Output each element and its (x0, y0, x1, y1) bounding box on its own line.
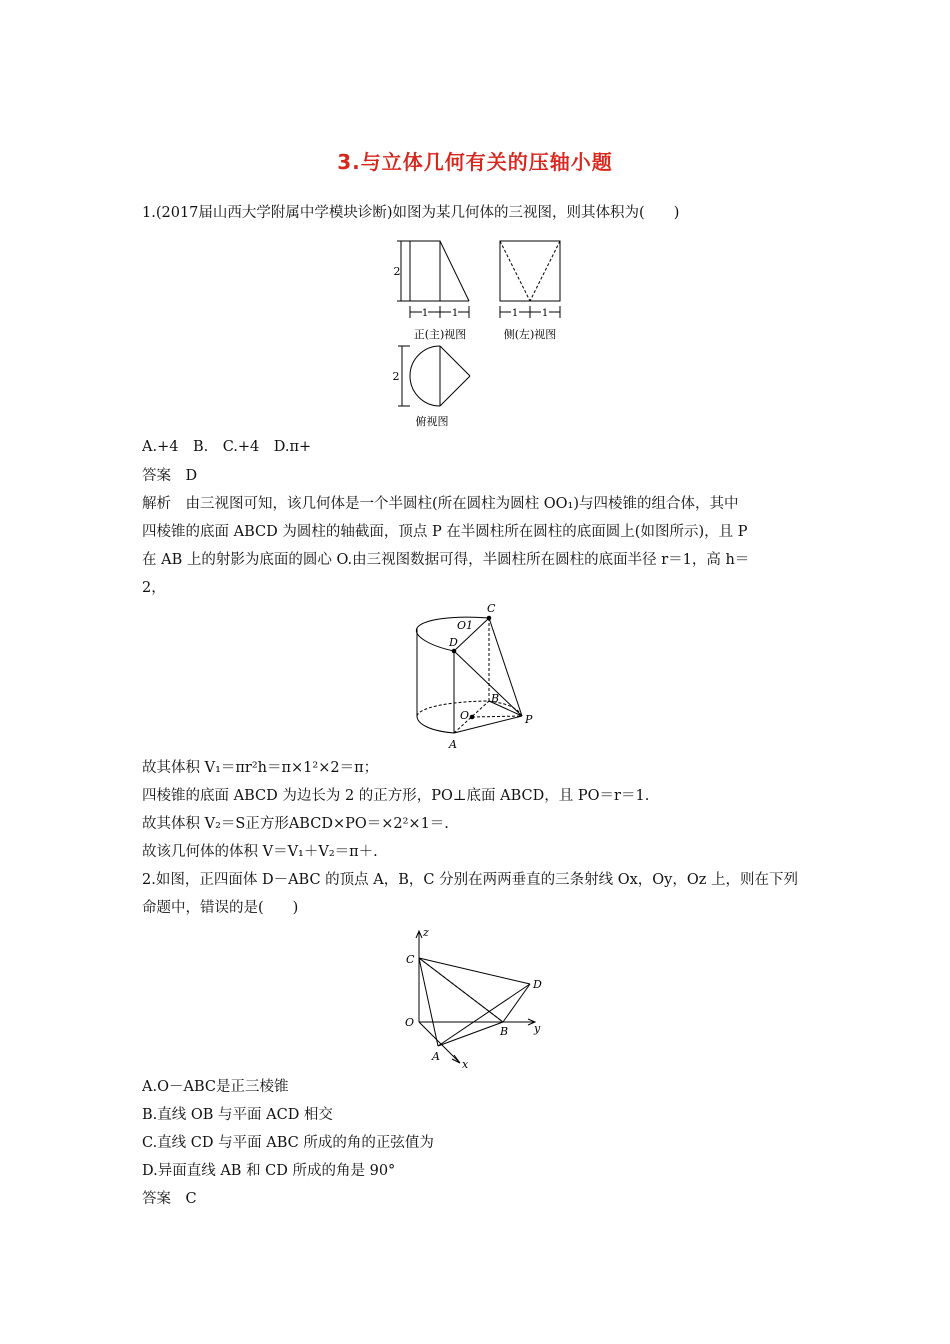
label-O1: O1 (457, 619, 474, 632)
q1-calc-line-3: 故其体积 V₂＝S正方形ABCD×PO＝×2²×1＝. (142, 816, 449, 832)
top-view-label: 俯视图 (415, 415, 449, 428)
side-dim-1a: 1 (511, 308, 519, 319)
label-D: D (533, 978, 542, 991)
q2-answer: 答案 C (142, 1191, 197, 1207)
q2-option-d: D.异面直线 AB 和 CD 所成的角是 90° (142, 1163, 396, 1179)
label-P: P (525, 713, 533, 726)
q1-analysis-line-1: 解析 由三视图可知，该几何体是一个半圆柱(所在圆柱为圆柱 OO₁)与四棱锥的组合体，其中 (142, 496, 739, 512)
three-view-svg (380, 232, 580, 432)
q2-stem-line-1: 2.如图，正四面体 D－ABC 的顶点 A，B，C 分别在两两垂直的三条射线 Ox，Oy，Oz 上，则在下列 (142, 872, 798, 888)
q1-calc-line-1: 故其体积 V₁＝πr²h＝π×1²×2＝π； (142, 760, 379, 776)
label-O: O (460, 709, 470, 722)
tetrahedron-svg (400, 922, 560, 1072)
q1-calc-line-2: 四棱锥的底面 ABCD 为边长为 2 的正方形，PO⊥底面 ABCD，且 PO＝r＝1. (142, 788, 650, 804)
label-D: D (449, 636, 458, 649)
front-dim-1b: 1 (451, 308, 459, 319)
solid-drawing (416, 617, 522, 733)
top-view-drawing (398, 346, 470, 406)
front-view-label: 正(主)视图 (413, 328, 467, 341)
tetrahedron-drawing (416, 931, 535, 1063)
point-C (487, 616, 492, 621)
q2-tetrahedron-figure (400, 922, 560, 1076)
label-B: B (491, 692, 500, 705)
axis-z-label: z (423, 926, 429, 939)
label-A: A (449, 738, 457, 751)
top-dim-2: 2 (392, 370, 400, 383)
page-title: 3.与立体几何有关的压轴小题 (337, 150, 613, 174)
q1-solid-figure (405, 598, 555, 762)
q2-stem-line-2: 命题中，错误的是( ) (142, 900, 299, 916)
point-O (470, 715, 475, 720)
q2-option-b: B.直线 OB 与平面 ACD 相交 (142, 1107, 333, 1123)
solid-svg (405, 598, 555, 758)
point-D (452, 649, 457, 654)
q1-three-view-figure (380, 232, 580, 436)
q1-answer: 答案 D (142, 468, 198, 484)
axis-y-label: y (534, 1022, 541, 1035)
side-view-label: 侧(左)视图 (503, 328, 557, 341)
q1-analysis-line-3: 在 AB 上的射影为底面的圆心 O.由三视图数据可得，半圆柱所在圆柱的底面半径 r＝1，高 h＝ (142, 552, 750, 568)
label-C: C (406, 953, 415, 966)
label-B: B (500, 1025, 509, 1038)
front-dim-1a: 1 (421, 308, 429, 319)
q2-option-c: C.直线 CD 与平面 ABC 所成的角的正弦值为 (142, 1135, 434, 1151)
q1-options: A.+4 B. C.+4 D.π+ (142, 439, 312, 455)
front-dim-2: 2 (393, 265, 401, 278)
q2-option-a: A.O－ABC是正三棱锥 (142, 1079, 289, 1095)
q1-stem: 1.(2017届山西大学附属中学模块诊断)如图为某几何体的三视图，则其体积为( ) (142, 205, 680, 221)
q1-analysis-line-4: 2， (142, 580, 166, 596)
side-dim-1b: 1 (541, 308, 549, 319)
label-A: A (432, 1050, 440, 1063)
label-C: C (487, 602, 496, 615)
side-view-drawing (500, 241, 560, 318)
axis-x-label: x (462, 1058, 469, 1071)
q1-calc-line-4: 故该几何体的体积 V＝V₁＋V₂＝π＋. (142, 844, 378, 860)
label-O: O (405, 1016, 415, 1029)
q1-analysis-line-2: 四棱锥的底面 ABCD 为圆柱的轴截面，顶点 P 在半圆柱所在圆柱的底面圆上(如图所示)，且 P (142, 524, 748, 540)
front-view-drawing (397, 241, 469, 318)
